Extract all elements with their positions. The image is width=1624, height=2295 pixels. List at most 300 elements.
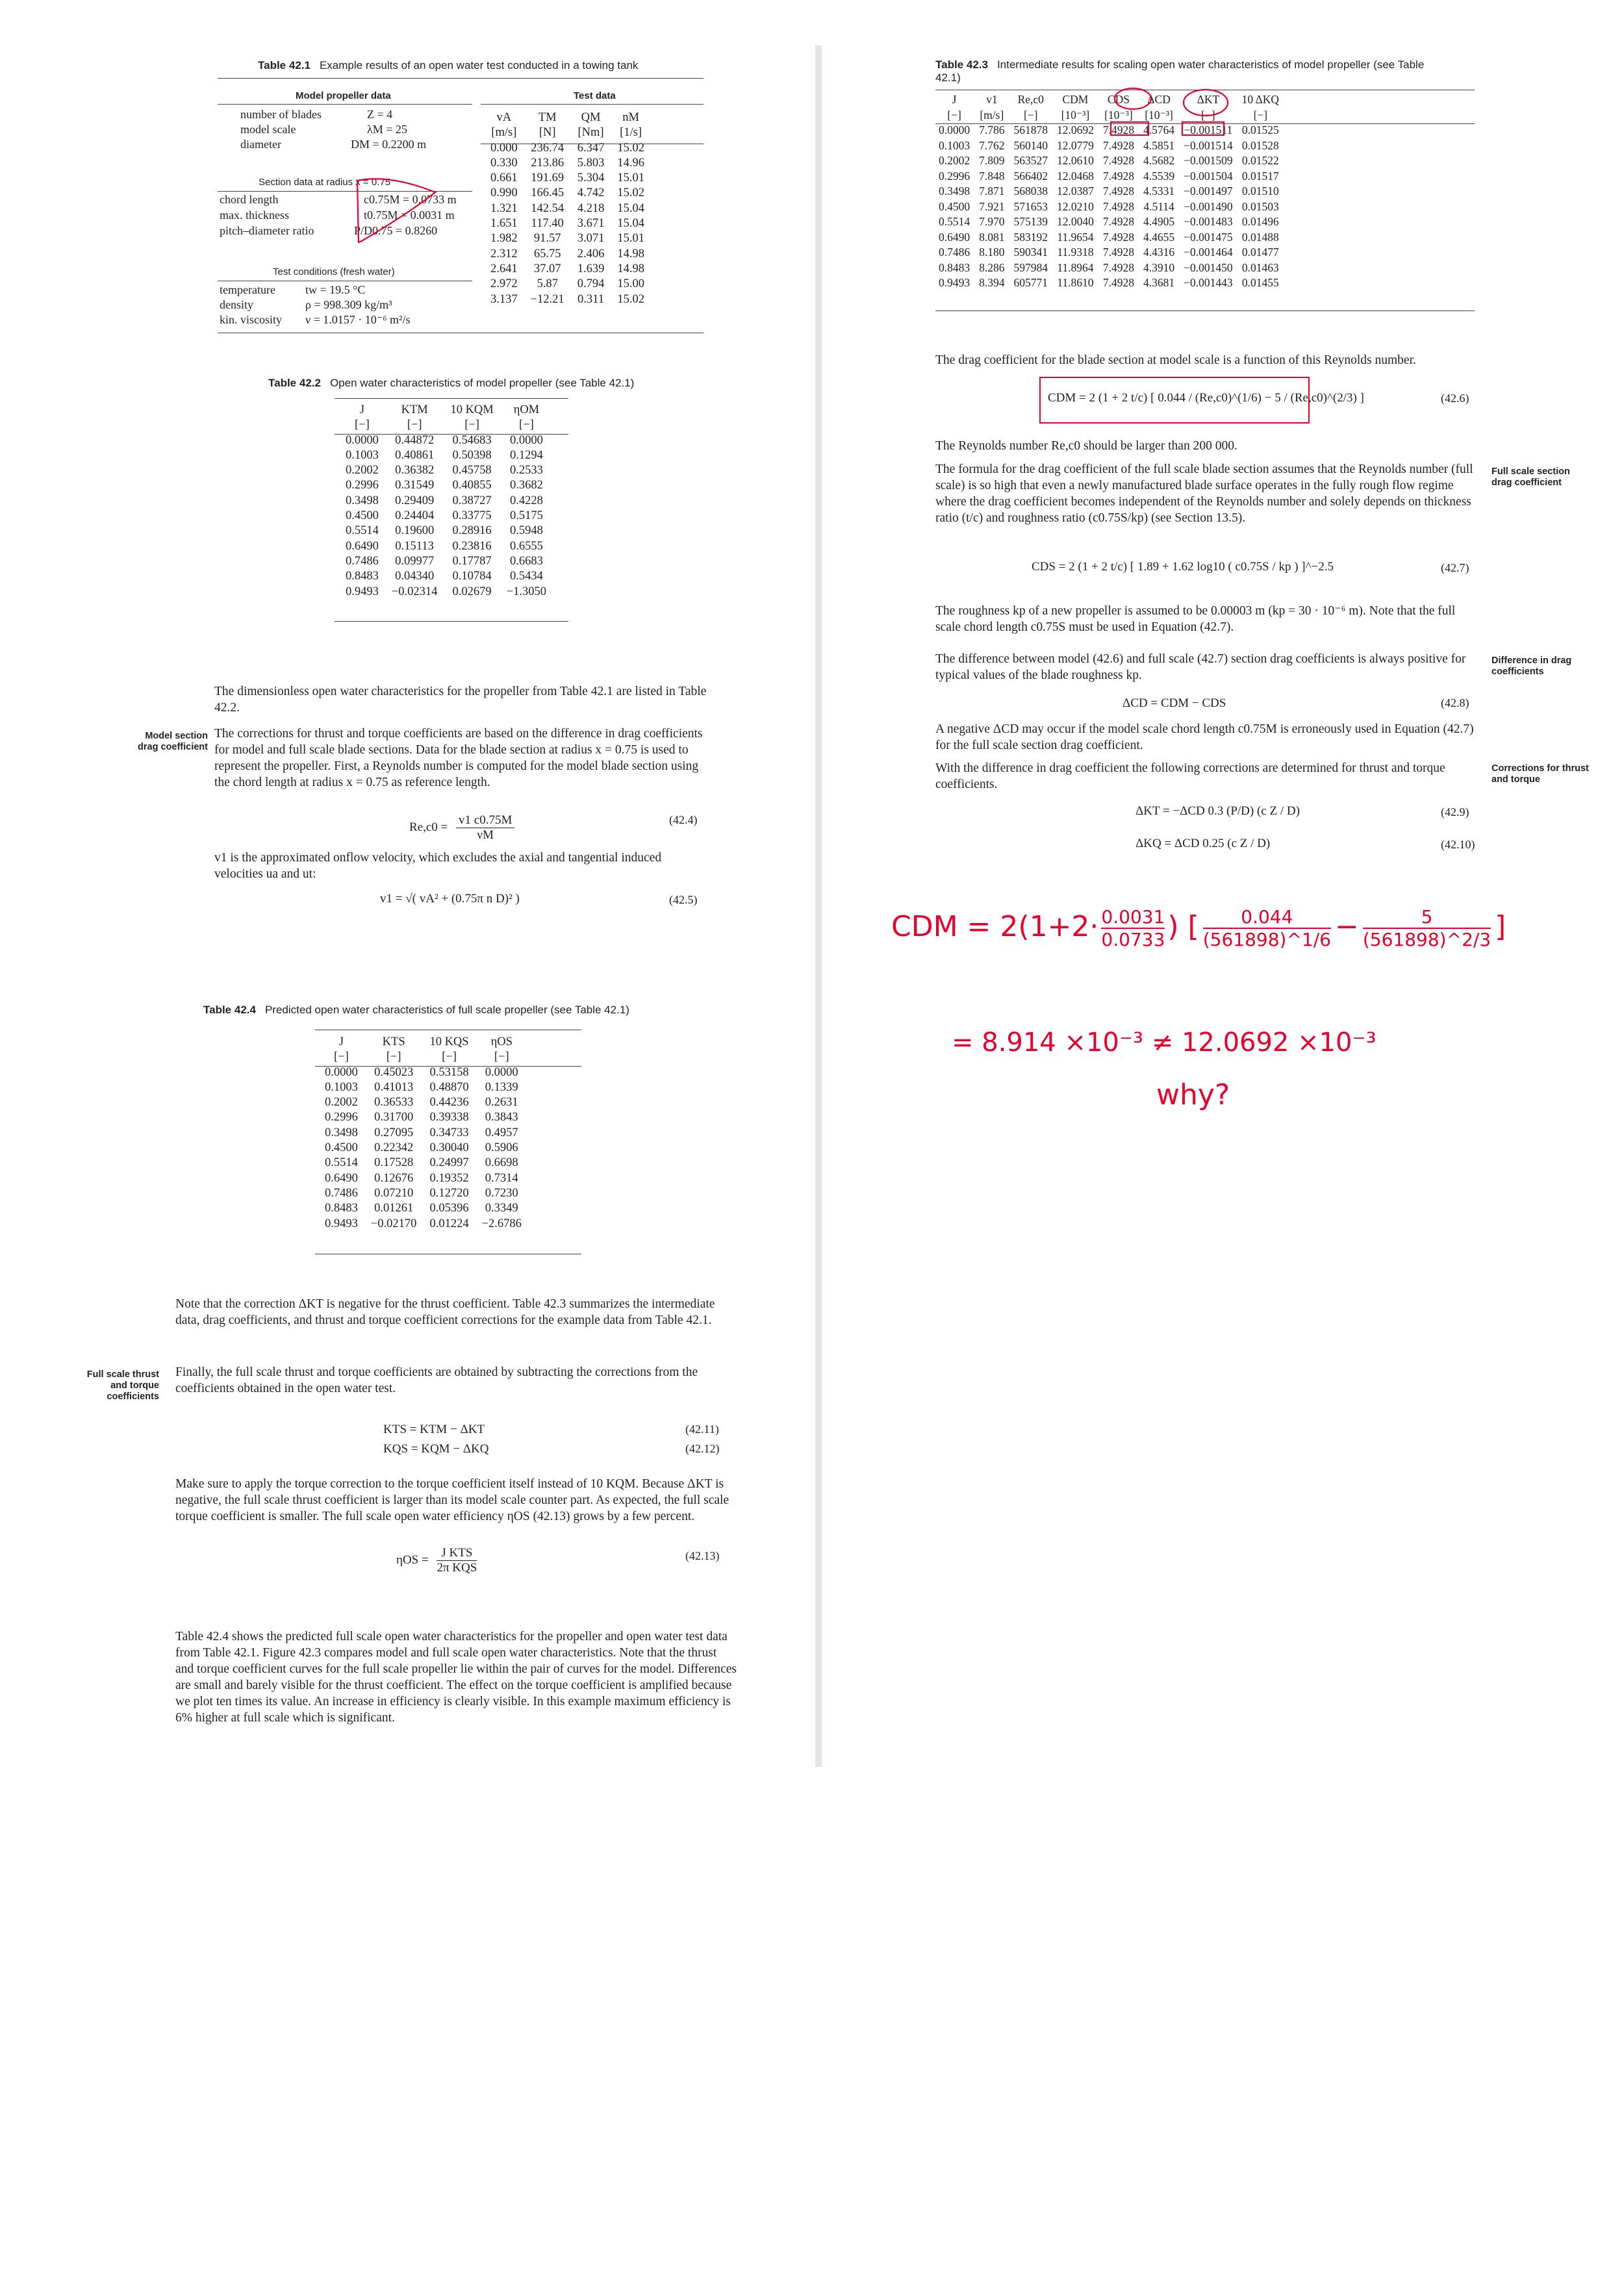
table-row [484,201,651,216]
table-cell: 0.5514 [939,215,971,228]
margin-note: Full scale section drag coefficient [1491,466,1570,488]
table-cell: 0.4500 [325,1141,358,1155]
table-cell: −2.6786 [481,1217,522,1230]
table-cell: 0.36533 [374,1096,414,1109]
table-cell: 2.641 [490,262,518,275]
table-cell: 191.69 [531,171,565,185]
table-cell: 2.406 [577,247,605,260]
table-row [318,1141,528,1156]
table-cell: 7.4928 [1102,230,1134,244]
paragraph: The Reynolds number Re,c0 should be larger than 200 000. [935,439,1237,453]
table-cell: 0.0000 [939,123,971,136]
table-cell: 7.921 [979,199,1005,213]
table-cell: 4.3681 [1143,276,1175,289]
table-42-2-bottom-rule [335,621,568,622]
table-row [934,260,1284,276]
table-cell: 0.5514 [346,524,379,538]
table-cell: 0.8483 [346,570,379,583]
table-cell: 0.27095 [374,1126,414,1139]
table-cell: 0.01261 [374,1202,414,1215]
table-cell: 0.0000 [509,433,543,447]
table-cell: 0.12720 [429,1186,469,1200]
table-cell: 4.5764 [1143,123,1175,136]
table-cell: 11.8964 [1057,260,1094,274]
table-cell: 12.0468 [1057,169,1094,183]
table-row [934,138,1284,154]
table-cell: 0.990 [490,186,518,200]
table-cell: 91.57 [533,232,561,246]
table-cell: 0.01525 [1241,123,1279,136]
table-cell: 11.9654 [1057,230,1094,244]
table-cell: 0.4500 [346,509,379,523]
table-cell: 37.07 [533,262,561,275]
table-cell: 0.34733 [429,1126,469,1139]
table-cell: 0.9493 [346,585,379,598]
table-cell: 0.1003 [346,448,379,462]
table-cell: 0.6555 [509,539,543,553]
table-cell: −0.02170 [370,1217,417,1230]
table-cell: 0.01477 [1241,246,1279,259]
table-row [339,463,553,478]
margin-note: Model section drag coefficient [138,731,208,752]
table-cell: −0.001475 [1184,230,1233,244]
table-cell: 0.40855 [452,479,492,492]
table-42-3-caption: Table 42.3 Intermediate results for scaling open water characteristics of model propeller (see Table 42.1) [935,58,1425,84]
table-cell: 0.7230 [485,1186,518,1200]
table-cell: 0.31700 [374,1111,414,1124]
handwritten-circle-annotation [351,174,461,246]
paragraph: With the difference in drag coefficient the following corrections are determined for thrust and torque coefficients. [935,761,1445,791]
table-cell: 560140 [1013,138,1048,152]
table-cell: 213.86 [531,156,565,170]
section-row-value: c0.75M = 0.0733 m [364,193,457,206]
table-cell: 7.871 [979,184,1005,197]
table-cell: 0.7486 [346,554,379,568]
table-row [484,247,651,262]
table-cell: 0.53158 [429,1065,469,1079]
table-cell: 0.44872 [395,433,435,447]
table-cell: 568038 [1013,184,1048,197]
table-cell: 1.639 [577,262,605,275]
condition-row-label: density [220,298,253,311]
table-cell: 0.24404 [395,509,435,523]
paragraph: Note that the correction ΔKT is negative for the thrust coefficient. Table 42.3 summarizes the intermediate data, drag coefficients, and thrust and torque coefficient corrections for the example data from Table 42.1. [175,1297,715,1327]
test-data-header: Test data [574,90,616,101]
table-cell: 0.2996 [325,1111,358,1124]
table-cell: 7.809 [979,154,1005,167]
table-cell: 0.38727 [452,494,492,507]
table-cell: 1.651 [490,217,518,231]
table-cell: 3.071 [577,232,605,246]
table-cell: 0.4500 [939,199,971,213]
table-row [934,245,1284,260]
equation-42-11: KTS = KTM − ΔKT [383,1423,485,1436]
table-cell: 0.19600 [395,524,435,538]
equation-42-5: v1 = √( vA² + (0.75π n D)² ) [380,892,520,906]
table-cell: 4.218 [577,201,605,215]
table-cell: 0.01522 [1241,154,1279,167]
table-cell: 0.3498 [325,1126,358,1139]
handwritten-note-why: why? [1156,1078,1230,1111]
table-cell: 0.01455 [1241,276,1279,289]
table-cell: −0.001504 [1184,169,1233,183]
table-cell: 12.0692 [1057,123,1094,136]
paragraph: v1 is the approximated onflow velocity, which excludes the axial and tangential induced velocities ua and ut: [214,851,662,881]
table-cell: 15.01 [617,232,644,246]
table-cell: −0.001511 [1184,123,1233,136]
equation-42-12: KQS = KQM − ΔKQ [383,1442,489,1456]
table-cell: 15.02 [617,141,644,155]
table-cell: 566402 [1013,169,1048,183]
table-cell: 3.137 [490,292,518,306]
table-row [484,292,651,307]
table-cell: 0.5948 [509,524,543,538]
table-row [318,1156,528,1171]
table-cell: 0.41013 [374,1080,414,1094]
table-cell: 236.74 [531,141,565,155]
table-cell: 7.4928 [1102,154,1134,167]
table-cell: 0.31549 [395,479,435,492]
equation-number: (42.6) [1441,392,1469,405]
equation-number: (42.10) [1441,838,1475,851]
table-cell: 15.04 [617,201,644,215]
table-cell: 0.8483 [325,1202,358,1215]
table-cell: 7.4928 [1102,215,1134,228]
model-data-rule [218,104,472,105]
equation-42-8: ΔCD = CDM − CDS [1123,696,1226,710]
equation-number: (42.8) [1441,696,1469,709]
equation-number: (42.12) [685,1442,720,1455]
table-cell: 5.87 [537,277,558,291]
handwritten-note-line2: = 8.914 ×10⁻³ ≠ 12.0692 ×10⁻³ [952,1028,1377,1058]
table-cell: 0.0000 [485,1065,518,1079]
table-row [934,169,1284,184]
table-cell: 0.5434 [509,570,543,583]
table-cell: 12.0387 [1057,184,1094,197]
table-row [339,554,553,569]
table-cell: 0.29409 [395,494,435,507]
table-cell: 15.02 [617,186,644,200]
table-row [934,230,1284,246]
table-cell: 0.12676 [374,1171,414,1185]
table-cell: 4.3910 [1143,260,1175,274]
table-42-1-caption: Table 42.1 Example results of an open water test conducted in a towing tank [258,59,639,71]
table-row [318,1171,528,1186]
table-cell: 0.54683 [452,433,492,447]
table-cell: 590341 [1013,246,1048,259]
table-cell: 1.982 [490,232,518,246]
table-row [339,569,553,584]
section-row-label: pitch–diameter ratio [220,224,314,237]
table-row [934,214,1284,230]
table-cell: 0.22342 [374,1141,414,1155]
table-cell: 7.4928 [1102,199,1134,213]
table-cell: 0.09977 [395,554,435,568]
paragraph: Finally, the full scale thrust and torque coefficients are obtained by subtracting the corrections from the coefficients obtained in the open water test. [175,1365,698,1395]
table-cell: 0.24997 [429,1156,469,1170]
table-cell: −0.001464 [1184,246,1233,259]
table-cell: 0.1339 [485,1080,518,1094]
section-data-header: Section data at radius x = 0.75 [259,177,391,188]
table-cell: 0.6490 [346,539,379,553]
table-cell: 0.45023 [374,1065,414,1079]
table-cell: 0.01510 [1241,184,1279,197]
paragraph: The formula for the drag coefficient of the full scale blade section assumes that the Reynolds number (full scale) is so high that even a newly manufactured blade surface operates in the fully rough flow regime where the drag coefficient becomes independent of the Reynolds number and solely depends on thickness ratio (t/c) and roughness ratio (c0.75S/kp) (see Section 13.5). [935,463,1473,525]
table-cell: 5.304 [577,171,605,185]
equation-number: (42.9) [1441,805,1469,818]
equation-42-7: CDS = 2 (1 + 2 t/c) [ 1.89 + 1.62 log10 ( c0.75S / kp ) ]^−2.5 [1032,560,1334,574]
handwritten-note-line1: CDM = 2(1+2· $\frac{0.0031}{0.0733}$ ) [ $\frac{0.044}{(561898)\^{}1/6}$ − $\frac{5}{(561898)\^{}2/3}$ ] [891,906,1506,950]
margin-note: Corrections for thrust and torque [1491,763,1589,785]
table-row [339,478,553,493]
table-42-2: J KTM 10 KQM ηOM [−] [−] [−] [−] 0.0000 0.44872 0.54683 0.0000 0.1003 0.40861 0.50398 0.1294 0.2002 0.36382 0.45758 0.2533 0.2996 0.31549 0.40855 0.3682 0.3498 0.29409 0.38727 0.4228 0.4500 0.24404 0.33775 0.5175 0.5514 0.19600 0.28916 0.5948 0.6490 0.15113 0.23816 0.6555 0.7486 0.09977 0.17787 0.6683 0.8483 0.04340 0.10784 0.5434 0.9493 −0.02314 0.02679 −1.3050 [339,403,553,600]
table-cell: 14.98 [617,262,644,275]
table-cell: 4.5682 [1143,154,1175,167]
equation-42-9: ΔKT = −ΔCD 0.3 (P/D) (c Z / D) [1136,804,1300,818]
table-cell: 4.742 [577,186,605,200]
table-cell: 0.8483 [939,260,971,274]
table-cell: 12.0210 [1057,199,1094,213]
table-cell: 5.803 [577,156,605,170]
table-row [484,262,651,277]
table-cell: 4.5331 [1143,184,1175,197]
table-row [318,1186,528,1201]
model-row-value: λM = 25 [367,123,407,136]
table-cell: 0.330 [490,156,518,170]
table-cell: 0.23816 [452,539,492,553]
model-row-value: Z = 4 [367,108,393,121]
test-data-rule [481,104,704,105]
table-cell: −0.001490 [1184,199,1233,213]
table-cell: 0.01503 [1241,199,1279,213]
table-row [934,275,1284,291]
table-cell: 12.0610 [1057,154,1094,167]
condition-row-value: ν = 1.0157 · 10⁻⁶ m²/s [305,313,411,326]
table-cell: 0.39338 [429,1111,469,1124]
table-cell: 4.4905 [1143,215,1175,228]
table-row [484,231,651,246]
table-cell: 0.5175 [509,509,543,523]
table-cell: 0.2631 [485,1096,518,1109]
table-42-4: J KTS 10 KQS ηOS [−] [−] [−] [−] 0.0000 0.45023 0.53158 0.0000 0.1003 0.41013 0.48870 0.1339 0.2002 0.36533 0.44236 0.2631 0.2996 0.31700 0.39338 0.3843 0.3498 0.27095 0.34733 0.4957 0.4500 0.22342 0.30040 0.5906 0.5514 0.17528 0.24997 0.6698 0.6490 0.12676 0.19352 0.7314 0.7486 0.07210 0.12720 0.7230 0.8483 0.01261 0.05396 0.3349 0.9493 −0.02170 0.01224 −2.6786 [318,1035,528,1232]
table-cell: −0.001443 [1184,276,1233,289]
table-cell: 7.4928 [1102,246,1134,259]
table-cell: 0.01224 [429,1217,469,1230]
model-data-header: Model propeller data [296,90,391,101]
table-cell: 0.01463 [1241,260,1279,274]
table-cell: 15.02 [617,292,644,306]
table-cell: 11.9318 [1057,246,1094,259]
table-cell: 0.311 [577,292,604,306]
section-row-label: max. thickness [220,209,289,222]
table-cell: 597984 [1013,260,1048,274]
table-cell: 3.671 [577,217,605,231]
table-cell: 7.848 [979,169,1005,183]
table-cell: 0.2002 [939,154,971,167]
table-42-3: J v1 Re,c0 CDM CDS ΔCD ΔKT 10 ΔKQ [−] [m/s] [−] [10⁻³] [10⁻³] [10⁻³] [−] [−] 0.0000 7.786 561878 12.0692 7.4928 4.5764 −0.001511 0.01525 0.1003 7.762 560140 12.0779 7.4928 4.5851 −0.001514 0.01528 0.2002 7.809 563527 12.0610 7.4928 4.5682 −0.001509 0.01522 0.2996 7.848 566402 12.0468 7.4928 4.5539 −0.001504 0.01517 0.3498 7.871 568038 12.0387 7.4928 4.5331 −0.001497 0.01510 0.4500 7.921 571653 12.0210 7.4928 4.5114 −0.001490 0.01503 0.5514 7.970 575139 12.0040 7.4928 4.4905 −0.001483 0.01496 0.6490 8.081 583192 11.9654 7.4928 4.4655 −0.001475 0.01488 0.7486 8.180 590341 11.9318 7.4928 4.4316 −0.001464 0.01477 0.8483 8.286 597984 11.8964 7.4928 4.3910 −0.001450 0.01463 0.9493 8.394 605771 11.8610 7.4928 4.3681 −0.001443 0.01455 [934,92,1284,291]
table-cell: 561878 [1013,123,1048,136]
section-row-label: chord length [220,193,279,206]
table-cell: 0.33775 [452,509,492,523]
table-cell: 14.96 [617,156,644,170]
conditions-header: Test conditions (fresh water) [273,266,395,277]
table-row [318,1110,528,1125]
table-cell: 0.000 [490,141,518,155]
table-cell: 166.45 [531,186,565,200]
table-cell: 12.0040 [1057,215,1094,228]
table-cell: 0.6698 [485,1156,518,1170]
paragraph: Table 42.4 shows the predicted full scale open water characteristics for the propeller and open water test data from Table 42.1. Figure 42.3 compares model and full scale open water characteristics. Note that the thrust and torque coefficient curves for the full scale propeller lie within the pair of curves for the model. Differences are small and barely visible for the thrust coefficient. The effect on the torque coefficient is amplified because we plot ten times its value. An increase in efficiency is clearly visible. In this example maximum efficiency is 6% higher at full scale which is significant. [175,1630,737,1725]
table-row [484,186,651,201]
condition-row-value: ρ = 998.309 kg/m³ [305,298,392,311]
table-cell: −0.001483 [1184,215,1233,228]
table-cell: 583192 [1013,230,1048,244]
table-row [339,509,553,524]
table-cell: 2.312 [490,247,518,260]
table-cell: 0.01488 [1241,230,1279,244]
equation-number: (42.4) [669,813,698,826]
table-cell: 0.5514 [325,1156,358,1170]
col-header: vA [496,111,512,124]
table-cell: −1.3050 [506,585,547,598]
page-divider [815,45,822,1767]
table-cell: 7.4928 [1102,138,1134,152]
table-cell: 571653 [1013,199,1048,213]
table-cell: 0.07210 [374,1186,414,1200]
table-cell: 0.794 [577,277,605,291]
table-cell: 0.45758 [452,464,492,477]
table-cell: 7.4928 [1102,184,1134,197]
table-cell: 0.7486 [325,1186,358,1200]
table-cell: 0.05396 [429,1202,469,1215]
table-cell: 0.0000 [325,1065,358,1079]
table-row [484,277,651,292]
table-42-2-caption: Table 42.2 Open water characteristics of model propeller (see Table 42.1) [268,377,635,389]
table-cell: 0.661 [490,171,518,185]
table-cell: 0.9493 [325,1217,358,1230]
equation-42-10: ΔKQ = ΔCD 0.25 (c Z / D) [1136,837,1271,850]
model-row-label: number of blades [240,108,322,121]
table-cell: 7.786 [979,123,1005,136]
table-cell: 0.04340 [395,570,435,583]
handwritten-box-annotation [1110,86,1233,138]
paragraph: Make sure to apply the torque correction to the torque coefficient itself instead of 10 KQM. Because ΔKT is negative, the full scale thrust coefficient is larger than its model scale counter part. As expected, the full scale torque coefficient is smaller. The full scale open water efficiency ηOS (42.13) grows by a few percent. [175,1477,730,1523]
table-cell: 0.6490 [325,1171,358,1185]
table-cell: 0.02679 [452,585,492,598]
table-cell: 14.98 [617,247,644,260]
equation-number: (42.7) [1441,561,1469,574]
table-cell: 0.1003 [325,1080,358,1094]
table-cell: −12.21 [530,292,565,306]
col-header: TM [538,111,557,124]
paragraph: The difference between model (42.6) and full scale (42.7) section drag coefficients is always positive for typical values of the blade roughness kp. [935,652,1466,682]
table-cell: 0.40861 [395,448,435,462]
test-data-table: vA TM QM nM [m/s] [N] [Nm] [1/s] 0.000 236.74 6.347 15.02 0.330 213.86 5.803 14.96 0.661 191.69 5.304 15.01 0.990 166.45 4.742 15.02 1.321 142.54 4.218 15.04 1.651 117.40 3.671 15.04 1.982 91.57 3.071 15.01 2.312 65.75 2.406 14.98 2.641 37.07 1.639 14.98 2.972 5.87 0.794 15.00 3.137 −12.21 0.311 15.02 [484,110,651,307]
table-row [934,184,1284,199]
table-cell: 605771 [1013,276,1048,289]
table-cell: 0.5906 [485,1141,518,1155]
table-row [339,539,553,554]
paragraph: A negative ΔCD may occur if the model scale chord length c0.75M is erroneously used in Equation (42.7) for the full scale section drag coefficient. [935,722,1474,752]
table-cell: 0.17528 [374,1156,414,1170]
table-row [318,1201,528,1216]
table-row [318,1080,528,1095]
table-row [318,1126,528,1141]
table-cell: 0.9493 [939,276,971,289]
table-row [484,216,651,231]
table-cell: 8.394 [979,276,1005,289]
paragraph: The corrections for thrust and torque coefficients are based on the difference in drag coefficients for model and full scale blade sections. Data for the blade section at radius x = 0.75 is used to represent the propeller. First, a Reynolds number is computed for the model blade section using the chord length at radius x = 0.75 as reference length. [214,727,703,789]
section-row-value: P/D0.75 = 0.8260 [354,224,438,237]
table-cell: 0.17787 [452,554,492,568]
table-42-2-mid-rule [335,434,568,435]
table-cell: 0.1294 [509,448,543,462]
table-cell: 7.4928 [1102,260,1134,274]
margin-note: Difference in drag coefficients [1491,655,1572,677]
table-cell: 4.5851 [1143,138,1175,152]
table-cell: 7.970 [979,215,1005,228]
table-cell: 2.972 [490,277,518,291]
equation-number: (42.5) [669,893,698,906]
table-cell: 0.3498 [939,184,971,197]
table-cell: 1.321 [490,201,518,215]
table-cell: 0.2996 [346,479,379,492]
table-cell: 0.6490 [939,230,971,244]
table-cell: 4.5114 [1143,199,1174,213]
table-cell: 12.0779 [1057,138,1094,152]
table-cell: −0.001450 [1184,260,1233,274]
model-row-label: model scale [240,123,296,136]
table-cell: 0.01496 [1241,215,1279,228]
table-cell: 0.44236 [429,1096,469,1109]
table-cell: 142.54 [531,201,565,215]
table-cell: 0.01528 [1241,138,1279,152]
table-cell: 0.0000 [346,433,379,447]
table-cell: 575139 [1013,215,1048,228]
table-cell: 15.04 [617,217,644,231]
col-header: QM [581,111,601,124]
table-cell: 0.50398 [452,448,492,462]
table-cell: 0.7486 [939,246,971,259]
table-cell: 4.4655 [1143,230,1175,244]
table-42-4-caption: Table 42.4 Predicted open water characteristics of full scale propeller (see Table 42.1) [203,1004,629,1016]
table-cell: −0.001509 [1184,154,1233,167]
table-cell: 15.01 [617,171,644,185]
table-cell: 0.4228 [509,494,543,507]
equation-42-6: CDM = 2 (1 + 2 t/c) [ 0.044 / (Re,c0)^(1/6) − 5 / (Re,c0)^(2/3) ] [1048,391,1364,405]
table-cell: 0.28916 [452,524,492,538]
table-cell: 4.4316 [1143,246,1175,259]
table-row [934,199,1284,215]
condition-row-label: kin. viscosity [220,313,283,326]
table-cell: 0.6683 [509,554,543,568]
table-cell: 0.2533 [509,464,543,477]
table-row [339,524,553,539]
margin-note: Full scale thrust and torque coefficients [86,1369,159,1402]
condition-row-label: temperature [220,283,275,296]
left-page [0,26,812,1793]
table-cell: 8.081 [979,230,1005,244]
right-page [824,26,1624,922]
table-cell: 0.4957 [485,1126,518,1139]
table-cell: 7.4928 [1102,276,1134,289]
table-42-4-mid-rule [315,1066,581,1067]
table-row [318,1217,528,1232]
condition-row-value: tw = 19.5 °C [305,283,366,296]
table-cell: −0.001497 [1184,184,1233,197]
table-row [339,494,553,509]
table-cell: 0.3843 [485,1111,518,1124]
